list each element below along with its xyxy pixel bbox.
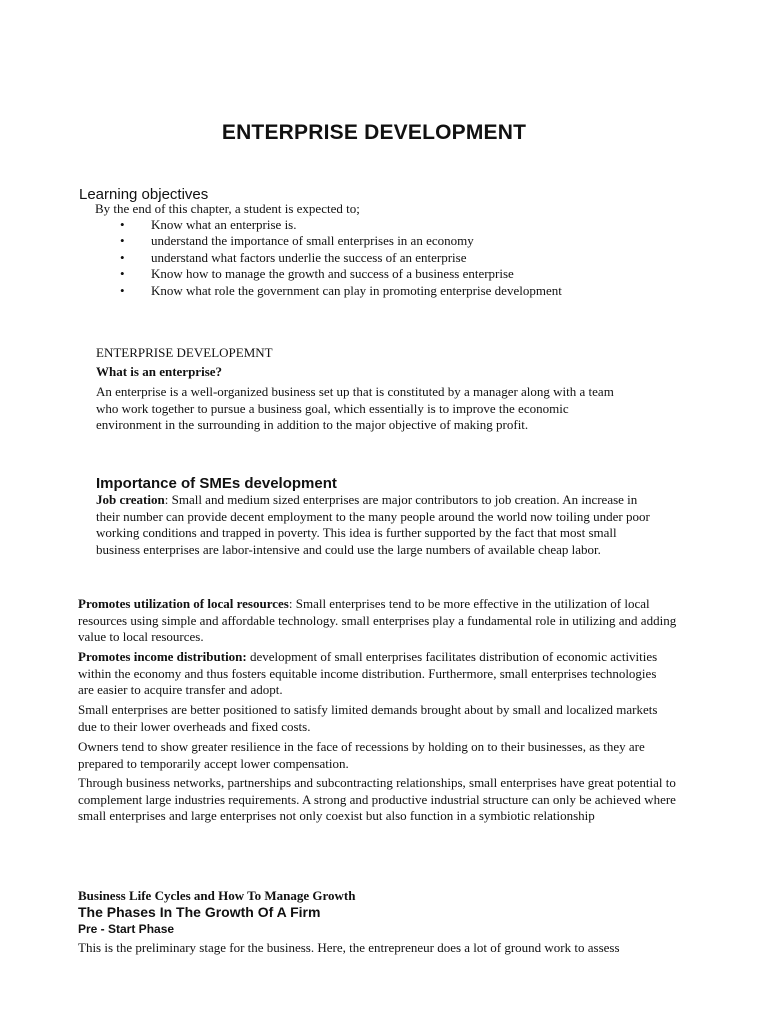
life-cycles-heading: Business Life Cycles and How To Manage Growth [78, 888, 356, 903]
learning-objectives-list [120, 217, 562, 299]
income-distribution-paragraph [78, 649, 674, 699]
bullet-icon: • [120, 282, 125, 298]
local-resources-text: : Small enterprises tend to be more effective in the utilization of local resources using simple and affordable technology. small enterprises play a fundamental role in utilizing and adding value to local resources. [78, 596, 677, 645]
list-item [120, 217, 562, 233]
income-distribution-text: development of small enterprises facilitates distribution of economic activities within the economy and thus fosters equitable income distribution. Furthermore, small enterprises technologies are easier to acquire transfer and adopt. [78, 649, 658, 698]
list-item [120, 250, 562, 266]
growth-phases-heading: The Phases In The Growth Of A Firm [78, 904, 321, 920]
local-resources-label: Promotes utilization of local resources [78, 596, 289, 611]
section-heading-enterprise: ENTERPRISE DEVELOPEMNT [96, 345, 273, 360]
section-subheading-what-is: What is an enterprise? [96, 364, 223, 379]
list-item [120, 233, 562, 249]
bullet-icon: • [120, 233, 125, 249]
bullet-icon: • [120, 217, 125, 232]
business-networks-paragraph: Through business networks, partnerships and subcontracting relationships, small enterprises have great potential to complement large industries requirements. A strong and productive industrial structure can only be achieved where small enterprises and large enterprises not only coexist but also function in a symbiotic relationship [78, 775, 676, 824]
pre-start-phase-text: This is the preliminary stage for the business. Here, the entrepreneur does a lot of ground work to assess [78, 940, 620, 955]
pre-start-phase-heading: Pre - Start Phase [78, 922, 175, 936]
enterprise-definition: An enterprise is a well-organized business set up that is constituted by a manager along with a team who work together to pursue a business goal, which essentially is to improve the economic environment in the surrounding in addition to the major objective of making profit. [96, 384, 614, 433]
learning-objectives-heading: Learning objectives [79, 186, 209, 203]
list-item-text: Know what an enterprise is. [151, 217, 297, 232]
job-creation-label: Job creation [96, 492, 165, 507]
importance-heading: Importance of SMEs development [96, 475, 337, 492]
job-creation-text: : Small and medium sized enterprises are major contributors to job creation. An increase in their number can provide decent employment to the many people around the world now toiling under poor working conditions and trapped in poverty. This idea is further supported by the fact that most small business enterprises are labor-intensive and could use the large numbers of available cheap labor. [96, 492, 650, 557]
list-item [120, 266, 562, 282]
localized-markets-paragraph: Small enterprises are better positioned to satisfy limited demands brought about by small and localized markets due to their lower overheads and fixed costs. [78, 702, 658, 734]
income-distribution-label: Promotes income distribution: [78, 649, 247, 664]
document-title: ENTERPRISE DEVELOPMENT [221, 121, 527, 144]
list-item-text: Know how to manage the growth and success of a business enterprise [151, 266, 514, 282]
local-resources-paragraph [78, 596, 682, 646]
job-creation-paragraph [96, 492, 659, 558]
list-item-text: Know what role the government can play in promoting enterprise development [151, 282, 562, 298]
bullet-icon: • [120, 249, 125, 265]
owners-resilience-paragraph: Owners tend to show greater resilience in the face of recessions by holding on to their businesses, as they are prepared to temporarily accept lower compensation. [78, 739, 645, 771]
learning-objectives-intro: By the end of this chapter, a student is expected to; [95, 201, 360, 216]
list-item-text: understand the importance of small enterprises in an economy [151, 233, 474, 249]
list-item-text: understand what factors underlie the success of an enterprise [151, 249, 467, 265]
list-item [120, 283, 562, 299]
bullet-icon: • [120, 266, 125, 282]
